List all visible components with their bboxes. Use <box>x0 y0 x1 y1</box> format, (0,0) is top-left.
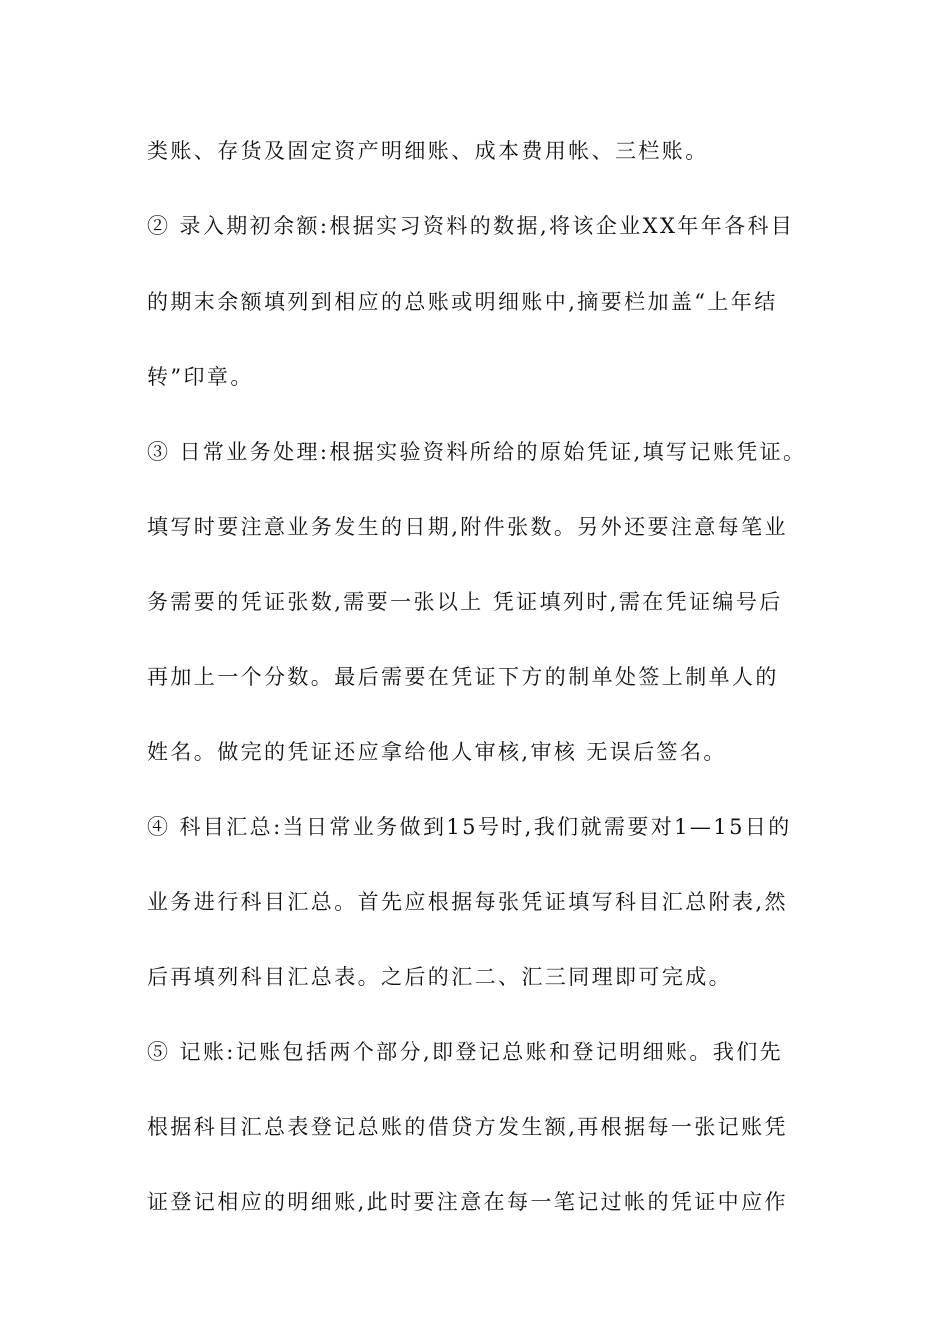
text-line: 填写时要注意业务发生的日期,附件张数。另外还要注意每笔业 <box>147 515 788 539</box>
text-line: 的期末余额填列到相应的总账或明细账中,摘要栏加盖“上年结 <box>147 290 778 314</box>
text-line: ④ 科目汇总:当日常业务做到15号时,我们就需要对1—15日的 <box>147 815 792 839</box>
text-line: ③ 日常业务处理:根据实验资料所给的原始凭证,填写记账凭证。 <box>147 440 807 464</box>
text-line: ② 录入期初余额:根据实习资料的数据,将该企业XX年年各科目 <box>147 214 795 238</box>
text-line: 后再填列科目汇总表。之后的汇二、汇三同理即可完成。 <box>147 965 732 989</box>
text-line: 业务进行科目汇总。首先应根据每张凭证填写科目汇总附表,然 <box>147 890 788 914</box>
text-line: 根据科目汇总表登记总账的借贷方发生额,再根据每一张记账凭 <box>147 1115 788 1139</box>
text-line: 转”印章。 <box>147 365 254 389</box>
text-line: 类账、存货及固定资产明细账、成本费用帐、三栏账。 <box>147 139 709 163</box>
text-line: 姓名。做完的凭证还应拿给他人审核,审核 无误后签名。 <box>147 740 727 764</box>
text-line: ⑤ 记账:记账包括两个部分,即登记总账和登记明细账。我们先 <box>147 1040 784 1064</box>
text-line: 务需要的凭证张数,需要一张以上 凭证填列时,需在凭证编号后 <box>147 590 783 614</box>
text-line: 证登记相应的明细账,此时要注意在每一笔记过帐的凭证中应作 <box>147 1190 788 1214</box>
text-line: 再加上一个分数。最后需要在凭证下方的制单处签上制单人的 <box>147 665 779 689</box>
